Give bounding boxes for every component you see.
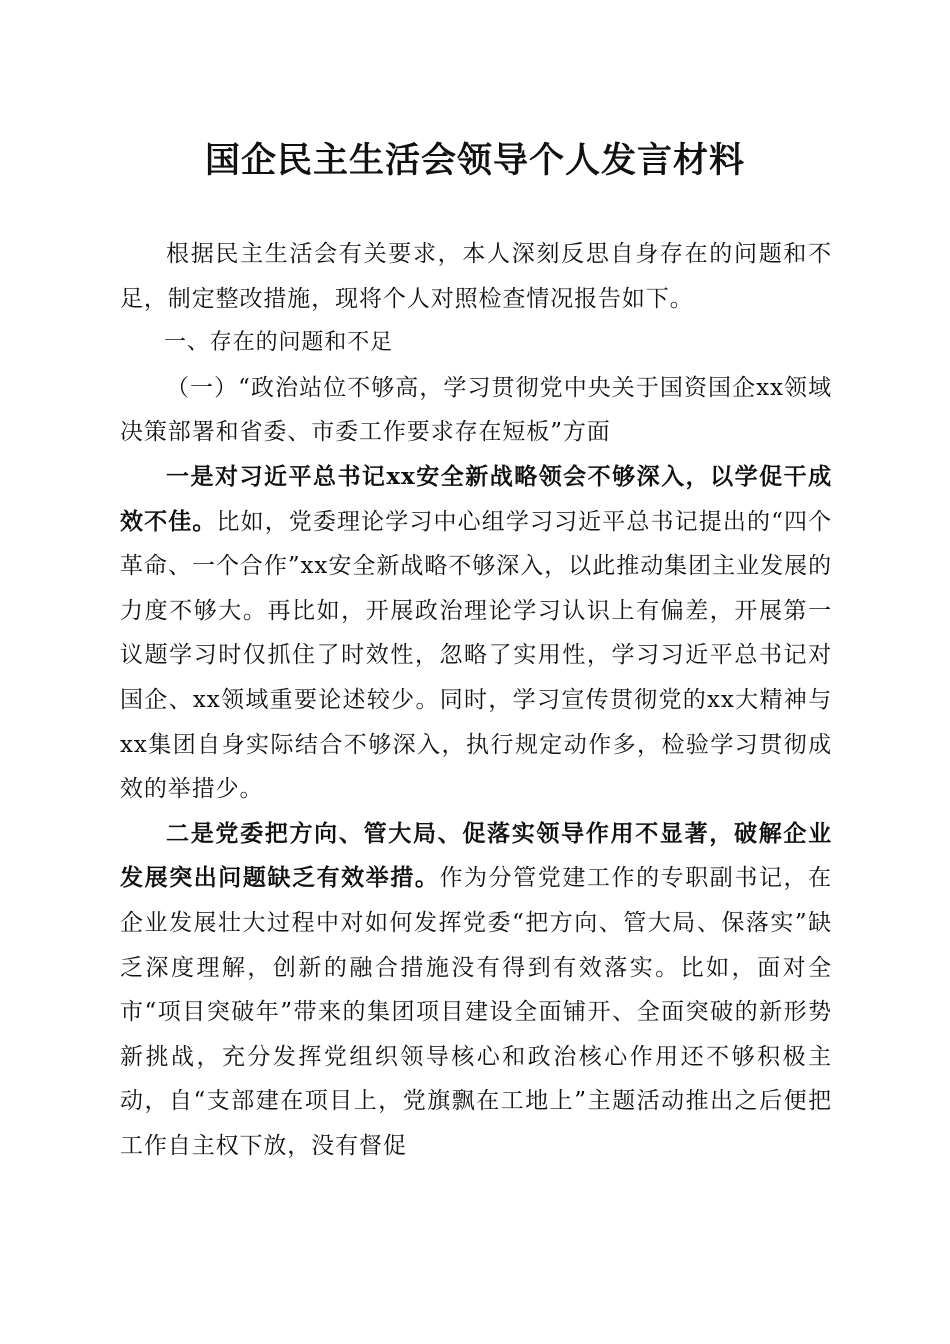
point-one-lead: 一是对习近平总书记xx安全新战略领会不够深入，以学促干成效不佳。 (120, 462, 832, 535)
point-one-paragraph (120, 455, 832, 812)
intro-paragraph: 根据民主生活会有关要求，本人深刻反思自身存在的问题和不足，制定整改措施，现将个人对照检查情况报告如下。 (120, 241, 832, 312)
document-body (120, 232, 832, 1168)
point-two-lead: 二是党委把方向、管大局、促落实领导作用不显著，破解企业发展突出问题缺乏有效举措。 (120, 819, 832, 892)
point-one-text: 比如，党委理论学习中心组学习习近平总书记提出的“四个革命、一个合作”xx安全新战略不够深入，以此推动集团主业发展的力度不够大。再比如，开展政治理论学习认识上有偏差，开展第一议题学习时仅抓住了时效性，忽略了实用性，学习习近平总书记对国企、xx领域重要论述较少。同时，学习宣传贯彻党的xx大精神与xx集团自身实际结合不够深入，执行规定动作多，检验学习贯彻成效的举措少。 (120, 508, 832, 803)
document-title: 国企民主生活会领导个人发言材料 (204, 140, 745, 181)
section-heading: 一、存在的问题和不足 (164, 330, 394, 356)
subsection-heading: （一）“政治站位不够高，学习贯彻党中央关于国资国企xx领域决策部署和省委、市委工作要求存在短板”方面 (120, 374, 832, 446)
point-two-text: 作为分管党建工作的专职副书记，在企业发展壮大过程中对如何发挥党委“把方向、管大局、保落实”缺乏深度理解，创新的融合措施没有得到有效落实。比如，面对全市“项目突破年”带来的集团项目建设全面铺开、全面突破的新形势新挑战，充分发挥党组织领导核心和政治核心作用还不够积极主动，自“支部建在项目上，党旗飘在工地上”主题活动推出之后便把工作自主权下放，没有督促 (120, 865, 833, 1159)
point-two-paragraph (120, 812, 832, 1169)
